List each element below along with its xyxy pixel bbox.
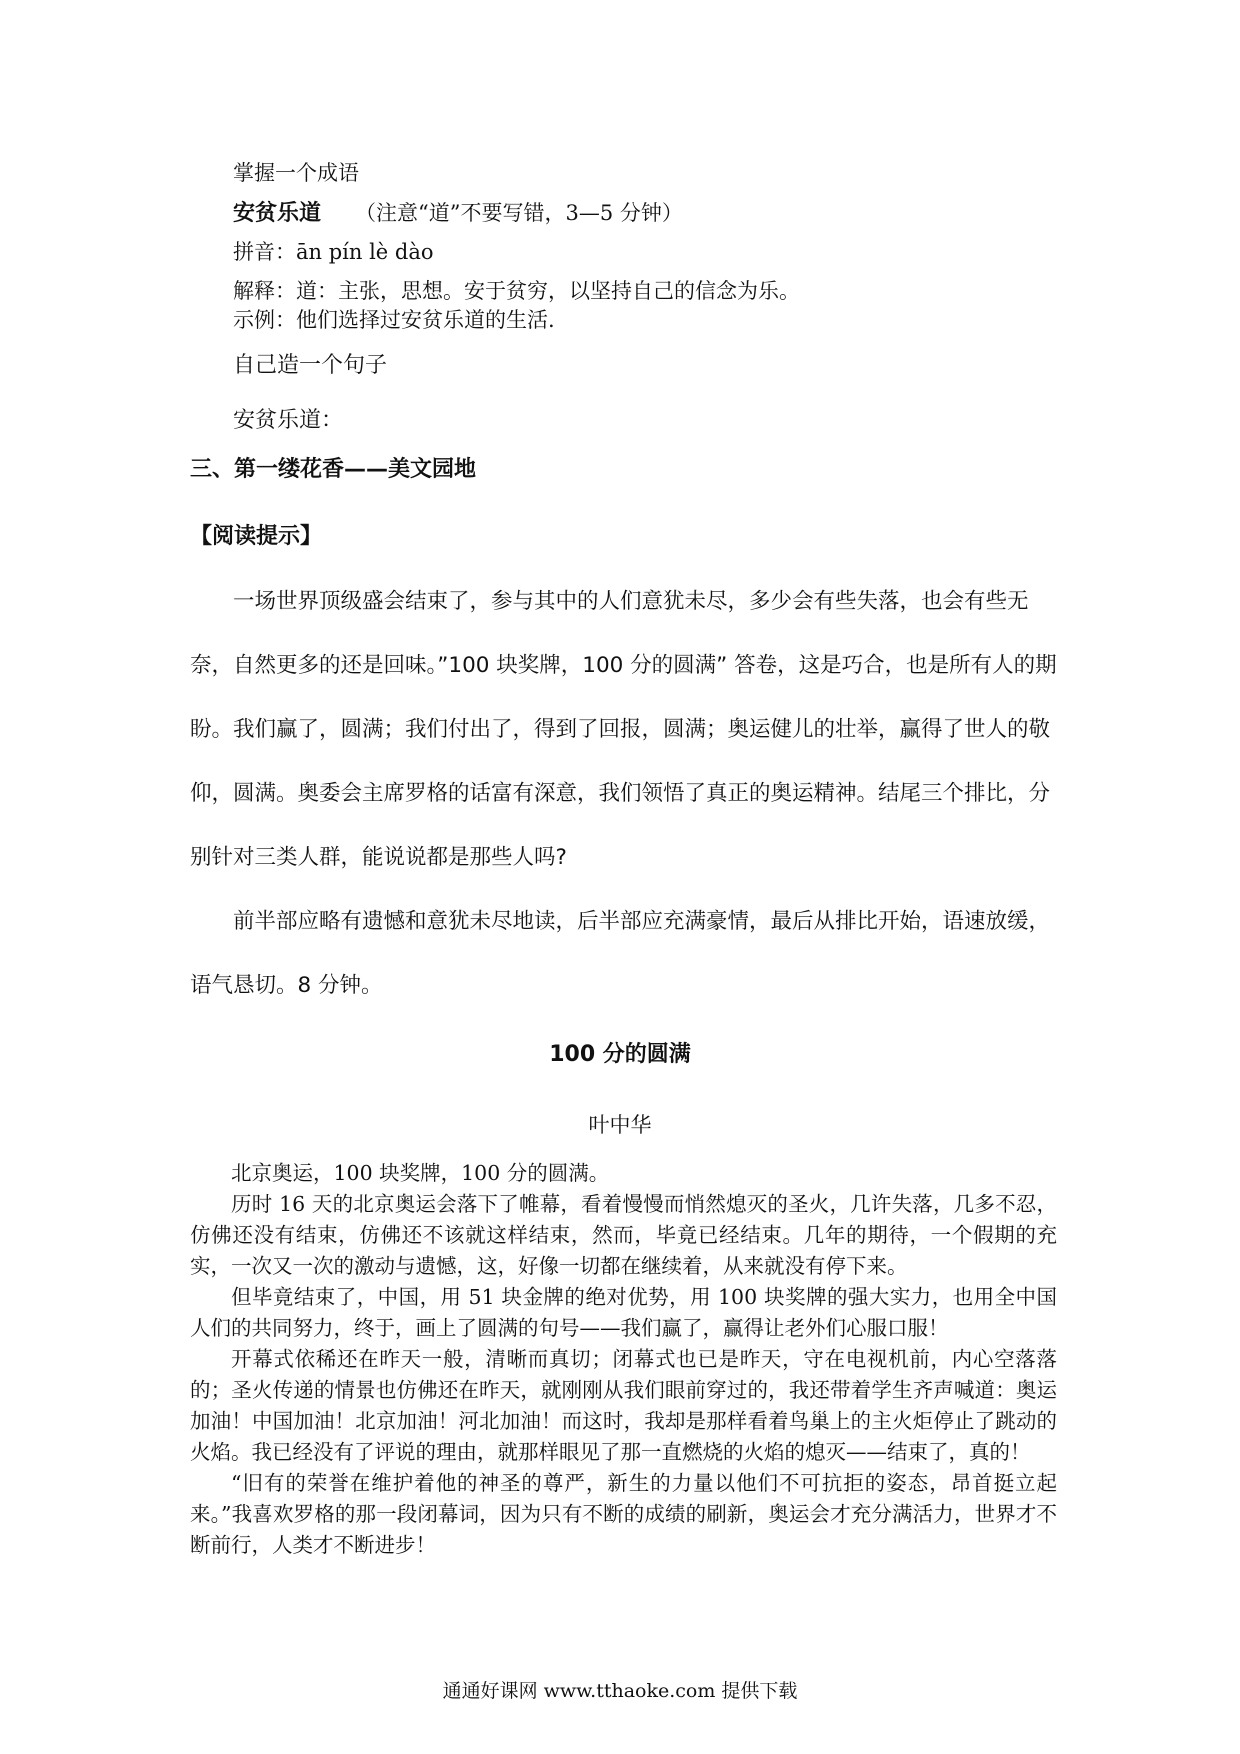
article-paragraph: 但毕竟结束了，中国，用 51 块金牌的绝对优势，用 100 块奖牌的强大实力，也用全中国人们的共同努力，终于，画上了圆满的句号——我们赢了，赢得让老外们心服口服！ xyxy=(190,1285,1057,1340)
reading-tip-paragraph: 前半部应略有遗憾和意犹未尽地读，后半部应充满豪情，最后从排比开始，语速放缓，语气恳切。8 分钟。 xyxy=(190,909,1051,998)
idiom-note: （注意“道”不要写错，3—5 分钟） xyxy=(355,201,683,225)
article-body xyxy=(190,1158,1057,1561)
sentence-prompt: 安贫乐道： xyxy=(233,408,344,433)
master-idiom-heading: 掌握一个成语 xyxy=(233,161,359,185)
page-footer: 通通好课网 www.tthaoke.com 提供下载 xyxy=(442,1680,798,1702)
make-sentence-heading: 自己造一个句子 xyxy=(233,353,388,378)
article-paragraph: 开幕式依稀还在昨天一般，清晰而真切；闭幕式也已是昨天，守在电视机前，内心空落落的；圣火传递的情景也仿佛还在昨天，就刚刚从我们眼前穿过的，我还带着学生齐声喊道：奥运加油！中国加油！北京加油！河北加油！而这时，我却是那样看着鸟巢上的主火炬停止了跳动的火焰。我已经没有了评说的理由，就那样眼见了那一直燃烧的火焰的熄灭——结束了，真的！ xyxy=(190,1347,1057,1464)
article-author: 叶中华 xyxy=(588,1113,652,1137)
section-title: 三、第一缕花香——美文园地 xyxy=(190,457,477,482)
article-paragraph: “旧有的荣誉在维护着他的神圣的尊严，新生的力量以他们不可抗拒的姿态，昂首挺立起来。”我喜欢罗格的那一段闭幕词，因为只有不断的成绩的刷新，奥运会才充分满活力，世界才不断前行，人类才不断进步！ xyxy=(190,1471,1057,1557)
reading-tip-heading: 【阅读提示】 xyxy=(190,524,323,549)
idiom-name: 安贫乐道 xyxy=(233,201,322,226)
idiom-pinyin: 拼音：ān pín lè dào xyxy=(233,240,434,264)
article-paragraph: 历时 16 天的北京奥运会落下了帷幕，看着慢慢而悄然熄灭的圣火，几许失落，几多不忍，仿佛还没有结束，仿佛还不该就这样结束，然而，毕竟已经结束。几年的期待，一个假期的充实，一次又一次的激动与遗憾，这，好像一切都在继续着，从来就没有停下来。 xyxy=(190,1192,1057,1278)
article-title: 100 分的圆满 xyxy=(549,1042,691,1067)
article-paragraph: 北京奥运，100 块奖牌，100 分的圆满。 xyxy=(231,1161,610,1185)
idiom-line xyxy=(233,198,683,229)
idiom-explanation: 解释：道：主张，思想。安于贫穷，以坚持自己的信念为乐。 xyxy=(233,279,800,303)
idiom-example: 示例：他们选择过安贫乐道的生活. xyxy=(233,308,555,332)
reading-tip-paragraph: 一场世界顶级盛会结束了，参与其中的人们意犹未尽，多少会有些失落，也会有些无奈，自然更多的还是回味。”100 块奖牌，100 分的圆满” 答卷，这是巧合，也是所有人的期盼。我们赢了，圆满；我们付出了，得到了回报，圆满；奥运健儿的壮举，赢得了世人的敬仰，圆满。奥委会主席罗格的话富有深意，我们领悟了真正的奥运精神。结尾三个排比，分别针对三类人群，能说说都是那些人吗? xyxy=(190,589,1057,870)
